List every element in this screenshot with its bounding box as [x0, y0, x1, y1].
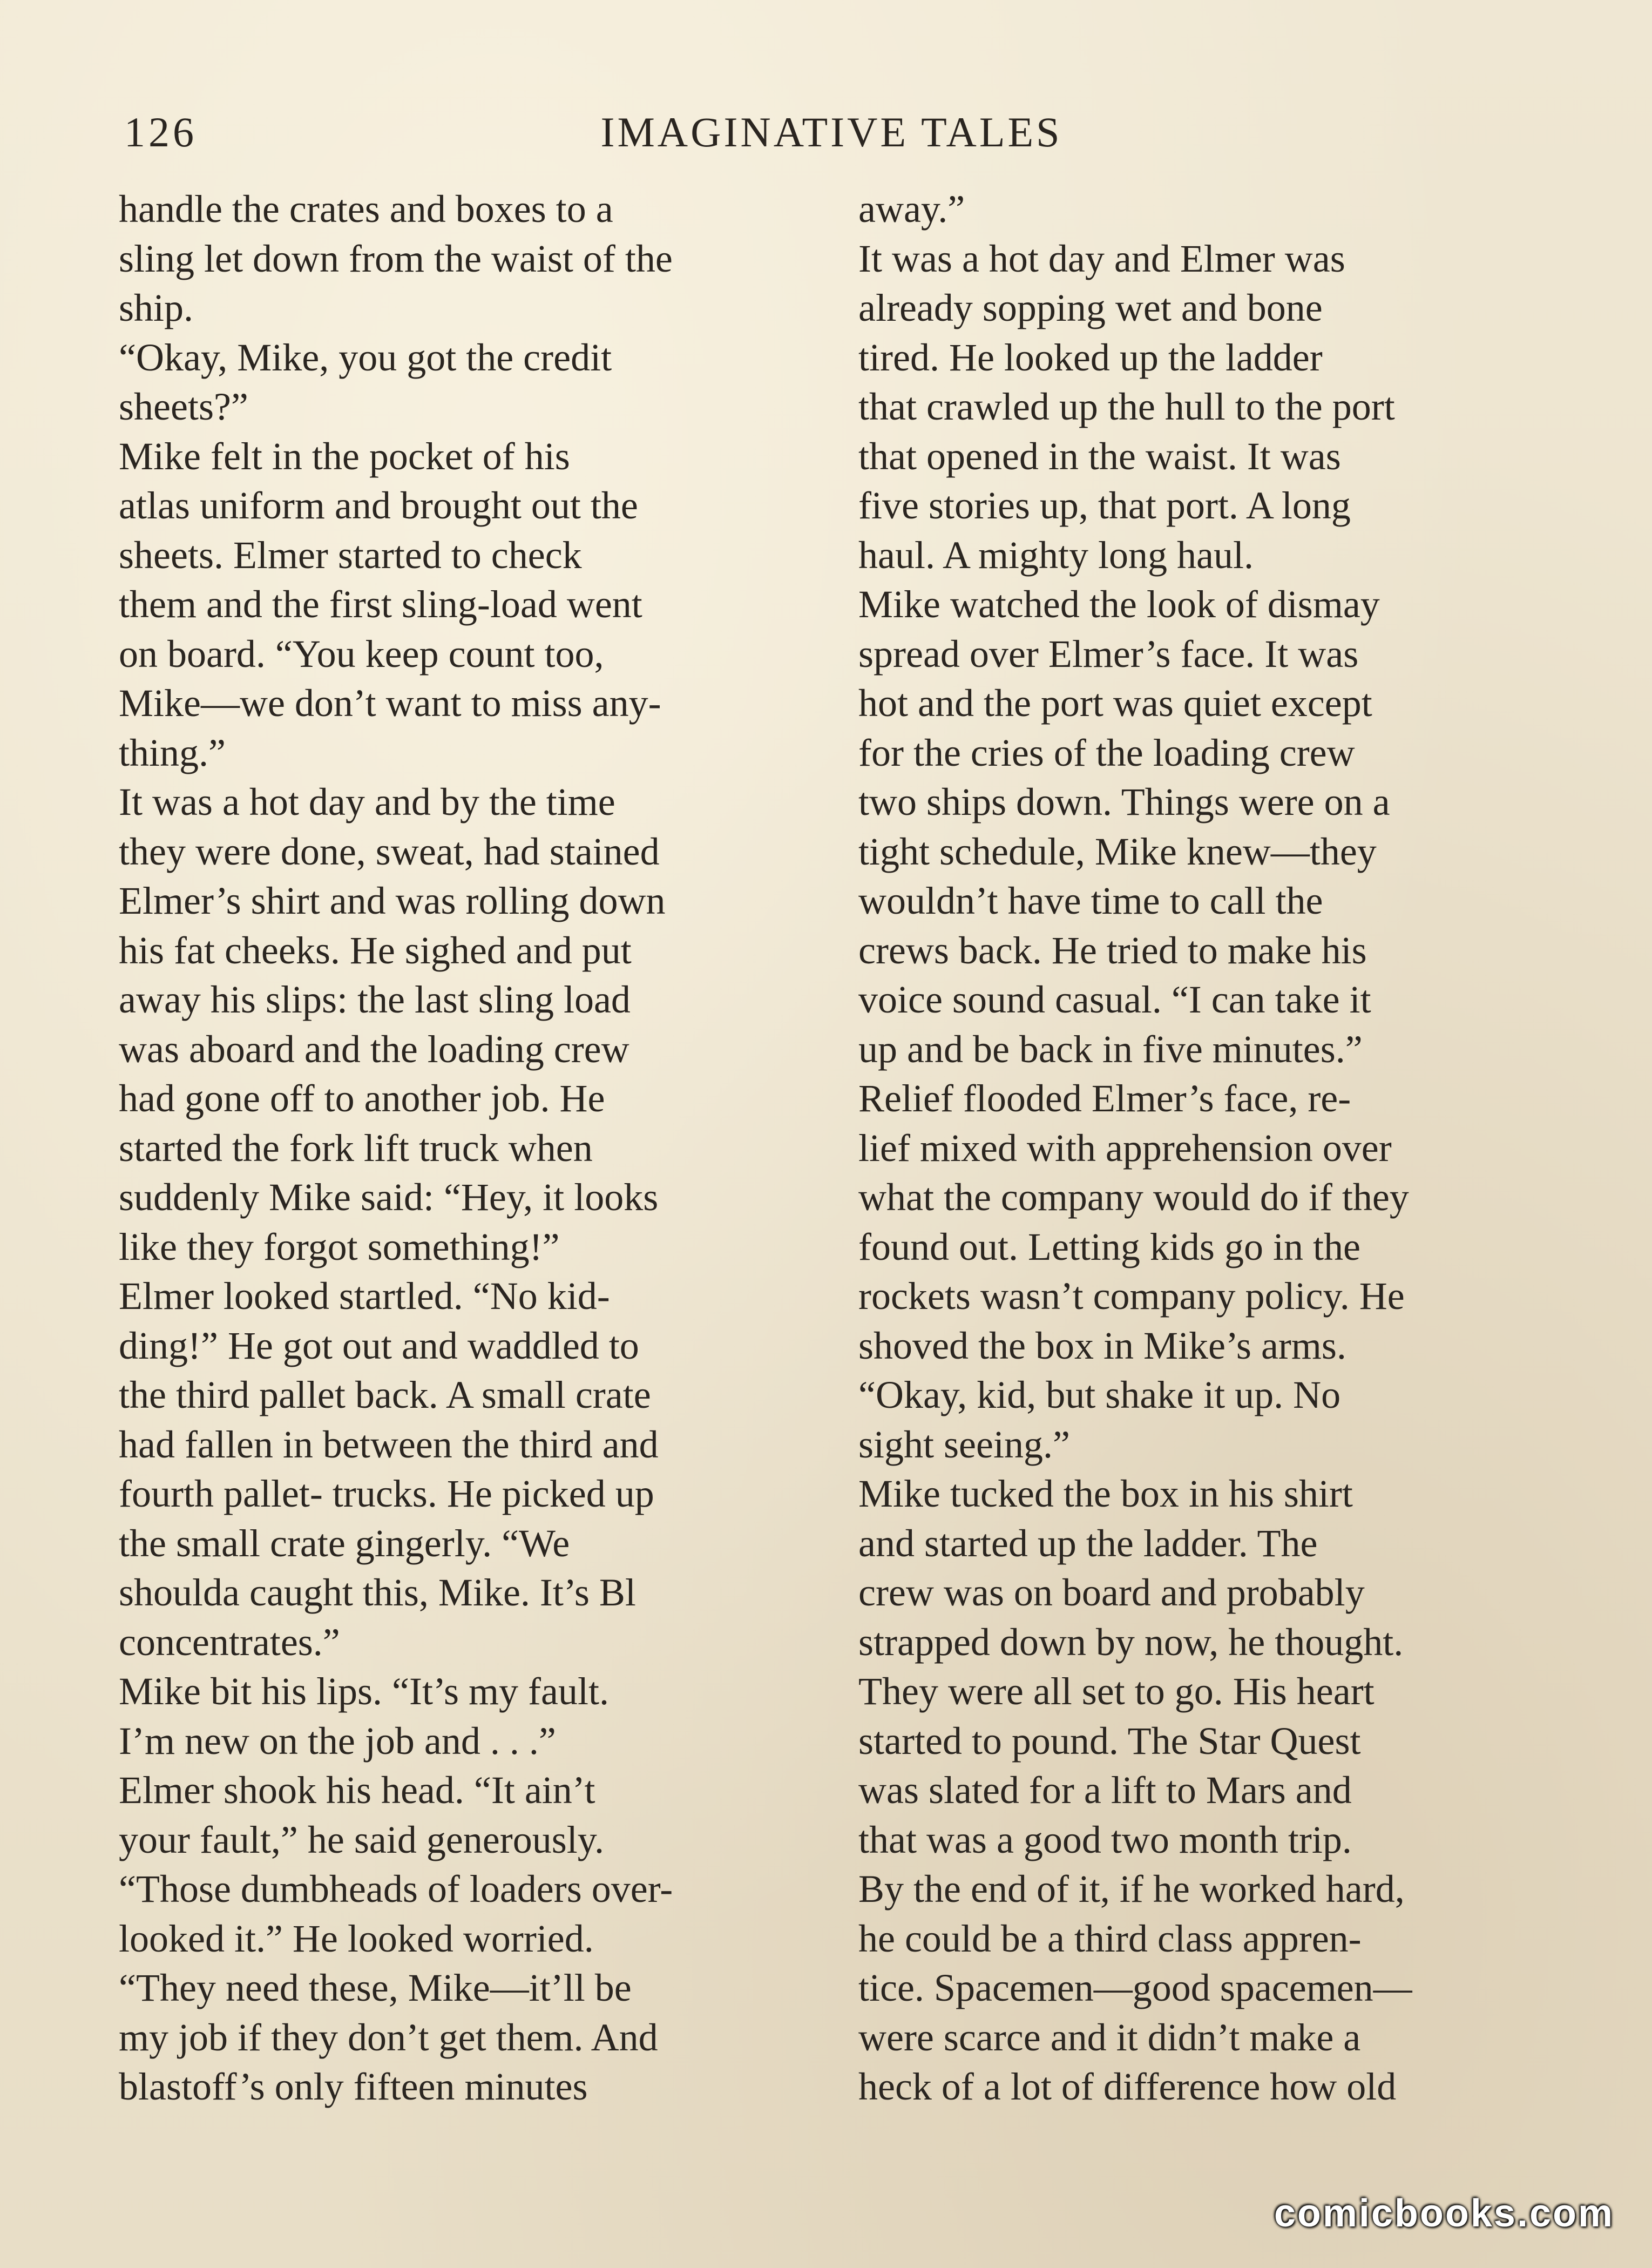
left-column — [119, 185, 807, 2112]
right-column-text: away.” It was a hot day and Elmer was already sopping wet and bone tired. He looked up the ladder that crawled up the hull to the port that opened in the waist. It was five stories up, that port. A long haul. A mighty long haul. Mike watched the look of dismay spread over Elmer’s face. It was hot and the port was quiet except for the cries of the loading crew two ships down. Things were on a tight schedule, Mike knew—they wouldn’t have time to call the crews back. He tried to make his voice sound casual. “I can take it up and be back in five minutes.” Relief flooded Elmer’s face, re- lief mixed with apprehension over what the company would do if they found out. Letting kids go in the rockets wasn’t company policy. He shoved the box in Mike’s arms. “Okay, kid, but shake it up. No sight seeing.” Mike tucked the box in his shirt and started up the ladder. The crew was on board and probably strapped down by now, he thought. They were all set to go. His heart started to pound. The Star Quest was slated for a lift to Mars and that was a good two month trip. By the end of it, if he worked hard, he could be a third class appren- tice. Spacemen—good spacemen— were scarce and it didn’t make a heck of a lot of difference how old — [858, 187, 1412, 2108]
page-number: 126 — [124, 109, 197, 156]
left-column-text: handle the crates and boxes to a sling let down from the waist of the ship. “Okay, Mike, you got the credit sheets?” Mike felt in the pocket of his atlas uniform and brought out the sheets. Elmer started to check them and the first sling-load went on board. “You keep count too, Mike—we don’t want to miss any- thing.” It was a hot day and by the time they were done, sweat, had stained Elmer’s shirt and was rolling down his fat cheeks. He sighed and put away his slips: the last sling load was aboard and the loading crew had gone off to another job. He started the fork lift truck when suddenly Mike said: “Hey, it looks like they forgot something!” Elmer looked startled. “No kid- ding!” He got out and waddled to the third pallet back. A small crate had fallen in between the third and fourth pallet- trucks. He picked up the small crate gingerly. “We shoulda caught this, Mike. It’s Bl concentrates.” Mike bit his lips. “It’s my fault. I’m new on the job and . . .” Elmer shook his head. “It ain’t your fault,” he said generously. “Those dumbheads of loaders over- looked it.” He looked worried. “They need these, Mike—it’ll be my job if they don’t get them. And blastoff’s only fifteen minutes — [119, 187, 673, 2108]
running-title: IMAGINATIVE TALES — [600, 109, 1062, 156]
watermark: comicbooks.com — [1274, 2192, 1614, 2235]
right-column — [858, 185, 1547, 2112]
page-header — [119, 108, 1544, 167]
